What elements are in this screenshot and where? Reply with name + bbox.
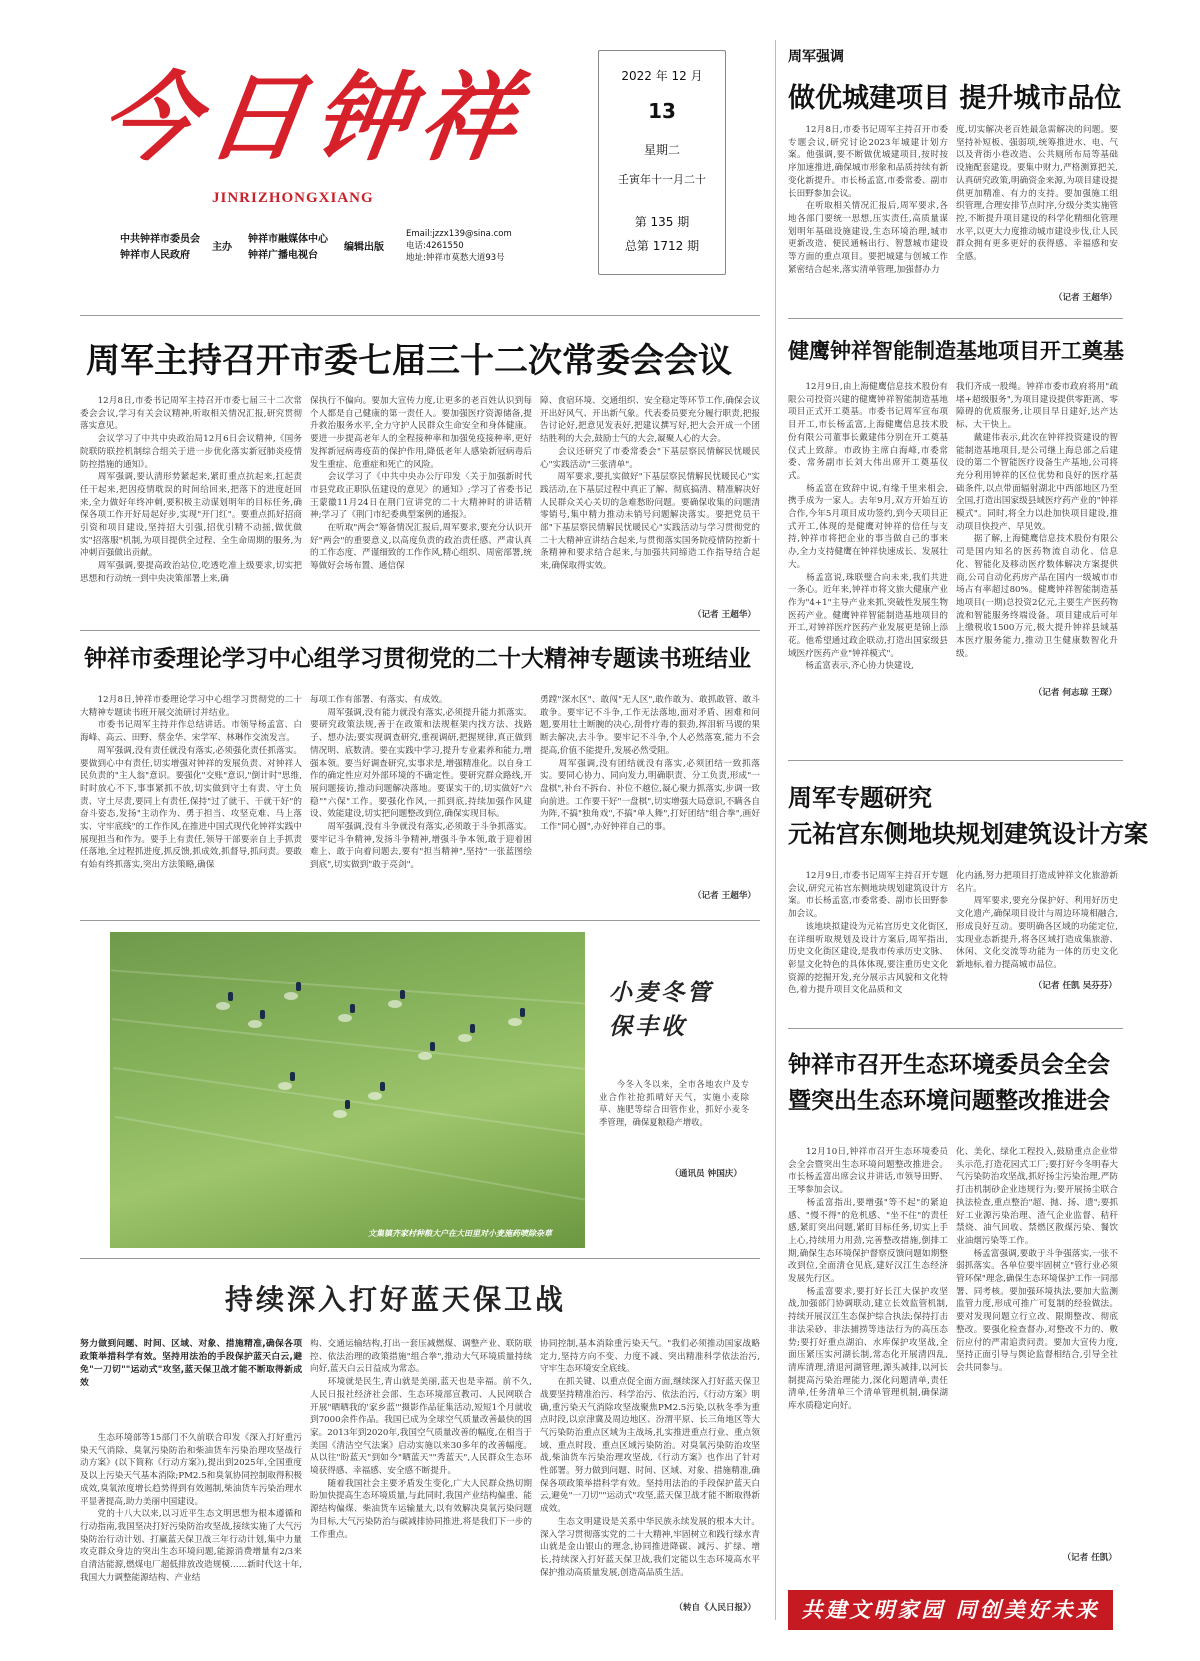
article-byline: （记者 王超华） bbox=[692, 891, 756, 901]
photo-bottom-caption: 文集镇齐家村种粮大户在大田里对小麦施药喷除杂草 bbox=[368, 1229, 552, 1238]
article-body-col2: 化内涵,努力把项目打造成钟祥文化旅游新名片。 周军要求,要充分保护好、利用好历史文化遗产,确保项目设计与周边环境相融合,形成良好互动。要明确各区域的功能定位,实现业态新提升,将各区域打造成集旅游、休闲、文化交流等功能为一体的历史文化新地标,着力提高城市品位。 bbox=[956, 871, 1118, 970]
divider bbox=[80, 315, 760, 316]
article-study-session bbox=[80, 640, 760, 915]
article-intelligent-manufacturing bbox=[788, 325, 1123, 720]
article-body-col3: 勇蹚"深水区"、敢闯"无人区",敢作敢为、敢抓敢管、敢斗敢争。要牢记不斗争,工作无法落地,面对矛盾、困难和问题,要用壮士断腕的决心,刮骨疗毒的狠劲,挥泪斩马谡的果断去解决,去斗争。要牢记不斗争,个人必然落寞,能力不会提高,价值不能提升,发展必然受阻。 周军强调,没有团结就没有落实,必须团结一致抓落实。要同心协力、同向发力,明确职责、分工负责,形成"一盘棋",补台不拆台、补位不越位,凝心聚力抓落实,步调一致向前进。工作要干好"一盘棋",切实增强大局意识,不瞒各自为阵,不搞"独角戏",不搞"单人舞",打好团结"组合拳",画好工作"同心圆",办好钟祥自己的事。 bbox=[540, 695, 760, 833]
publisher-label: 编辑出版 bbox=[344, 242, 384, 253]
masthead bbox=[92, 40, 582, 210]
sponsor-label: 主办 bbox=[212, 242, 232, 253]
issue-number: 第 135 期 bbox=[634, 215, 690, 229]
divider bbox=[80, 1258, 760, 1259]
article-body-col2: 我们齐成一股绳。钟祥市委市政府将用"疏堵+超级服务",为项目建设提供零距离、零障碍的优质服务,让项目早日建好,达产达标、大干快上。 戴建伟表示,此次在钟祥投资建设的智能制造基地项目,是公司继上海总部之后建设的第二个智能医疗设备生产基地,公司将充分利用钟祥的区位优势和良好的医疗基础条件,以点带面辐射湖北中西部地区乃至全国,打造出国家级县域医疗药产业的"钟祥模式"。同时,将全力以赴加快项目建设,推动项目快投产、早见效。 据了解,上海健鹰信息技术股份有限公司是国内知名的医药物流自动化、信息化、智能化及移动医疗数体解决方案提供商,公司自动化药房产品在国内一级城市市场占有率超过80%。健鹰钟祥智能制造基地项目(一期)总投资2亿元,主要生产医药物流和智能服务终端设备。项目建成后可年上缴税收1500万元,极大提升钟祥县域基本医疗服务能力,推动卫生健康数智化升级。 bbox=[956, 382, 1118, 659]
article-body-col3: 协同控制,基本消除重污染天气。"我们必须推动国家战略定力,坚持方向不变、力度不减、突出精准科学依法治污,守牢生态环境安全底线。 在抓关键、以重点促全面方面,继续深入打好蓝天保卫战要坚持精准治污、科学治污、依法治污,《行动方案》明确,重污染天气消除攻坚战聚焦PM2.5污染,以秋冬季为重点时段,以京津冀及周边地区、汾渭平原、长三角地区等大气污染防治重点区域为主战场,扎实推进重点行业、重点领域、重点时段、重点区域污染防治。对臭氧污染防治攻坚战,柴油货车污染治理攻坚战,《行动方案》也作出了针对性部署。努力做到问题、时间、区域、对象、措施精准,确保各项政策举措科学有效。坚持用法治的手段保护蓝天白云,避免"一刀切""运动式"攻坚,蓝天保卫战才能不断取得新成效。 生态文明建设是关系中华民族永续发展的根本大计。深入学习贯彻落实党的二十大精神,牢固树立和践行绿水青山就是金山银山的理念,协同推进降碳、减污、扩绿、增长,持续深入打好蓝天保卫战,我们定能以生态环境高水平保护推动高质量发展,创造高品质生活。 bbox=[540, 1339, 760, 1578]
article-standing-committee bbox=[80, 325, 760, 625]
photo-caption-box bbox=[585, 932, 758, 1248]
issue-lunar: 壬寅年十一月二十 bbox=[618, 173, 706, 186]
column-divider bbox=[775, 40, 776, 1620]
photo-title: 小麦冬管 保丰收 bbox=[609, 979, 713, 1040]
article-lede: 努力做到问题、时间、区域、对象、措施精准,确保各项政策举措科学有效。坚持用法治的手段保护蓝天白云,避免"一刀切""运动式"攻坚,蓝天保卫战才能不断取得新成效 bbox=[80, 1339, 302, 1388]
divider bbox=[788, 318, 1123, 319]
article-body-col2: 每项工作有部署、有落实、有成效。 周军强调,没有能力就没有落实,必须提升能力抓落实。要研究政策法规,善于在政策和法规框架内找方法、找路子、想办法;要实现调查研究,重视调研,把握规律,真正做到情况明、底数清。要在实践中学习,提升专业素养和能力,增强本领。要当好调查研究,实事求是,增强精准化。以自身工作的确定性应对外部环境的不确定性。要研究群众路线,开展问题接访,推动问题解决落地。要谋实干的,切实做好"六稳""六保"工作。要强化作风,一抓到底,持续加强作风建设、效能建设,切实把问题整改到位,确保实现目标。 周军强调,没有斗争就没有落实,必须敢于斗争抓落实。要牢记斗争精神,发扬斗争精神,增强斗争本领,敢于迎着困难上、敢于向着问题去,要有"担当精神",坚持"一张蓝图绘到底",切实做到"敢于亮剑"。 bbox=[310, 695, 532, 871]
article-byline: （转自《人民日报》） bbox=[674, 1603, 756, 1613]
article-headline: 健鹰钟祥智能制造基地项目开工奠基 bbox=[788, 339, 1124, 363]
article-byline: （记者 王超华） bbox=[692, 610, 756, 620]
article-headline: 持续深入打好蓝天保卫战 bbox=[225, 1283, 567, 1316]
issue-date-box bbox=[598, 50, 726, 275]
issue-weekday: 星期二 bbox=[643, 143, 680, 157]
article-headline-line2: 暨突出生态环境问题整改推进会 bbox=[788, 1088, 1110, 1114]
article-byline: （记者 任凯） bbox=[1062, 1553, 1117, 1563]
article-byline: （记者 王超华） bbox=[1053, 293, 1117, 303]
divider bbox=[80, 920, 760, 921]
contact-email: Email:jzzx139@sina.com bbox=[406, 229, 512, 239]
issue-total-number: 总第 1712 期 bbox=[624, 239, 700, 253]
article-headline: 钟祥市委理论学习中心组学习贯彻党的二十大精神专题读书班结业 bbox=[84, 646, 751, 672]
issue-day: 13 bbox=[648, 99, 676, 123]
article-yuanyou-palace bbox=[788, 778, 1148, 1003]
contact-phone: 电话:4261550 bbox=[406, 241, 464, 251]
divider bbox=[788, 1028, 1123, 1029]
article-body-col2: 保执行不偏向。要加大宣传力度,让更多的老百姓认识到每个人都是自己健康的第一责任人。要加强医疗资源储备,提升救治服务水平,全力守护人民群众生命安全和身体健康。要进一步提高老年人的全程接种率和加强免疫接种率,更好发挥新冠病毒疫苗的保护作用,降低老年人感染新冠病毒后发生重症、危重症和死亡的风险。 会议学习了《中共中央办公厅印发〈关于加强新时代市县党政正职队伍建设的意见〉的通知》;学习了省委书记王蒙徽11月24日在荆门宣讲党的二十大精神时的讲话精神;学习了《荆门市纪委典型案例的通报》。 在听取"两会"筹备情况汇报后,周军要求,要充分认识开好"两会"的重要意义,以高度负责的政治责任感、严肃认真的工作态度、严谨细致的工作作风,精心组织、周密部署,统筹做好会场布置、通信保 bbox=[310, 396, 532, 572]
publisher-line2: 钟祥广播电视台 bbox=[248, 250, 318, 261]
sponsor-line2: 钟祥市人民政府 bbox=[120, 250, 190, 261]
wheat-field-photo bbox=[110, 932, 758, 1248]
article-body-col3: 障、食宿环境、交通组织、安全稳定等环节工作,确保会议开出好风气、开出新气象。代表委员要充分履行职责,把报告讨论好,把意见发表好,把建议撰写好,把大会开成一个团结胜利的大会,鼓励士气的大会,凝聚人心的大会。 会议还研究了市委常委会"下基层察民情解民忧暖民心"实践活动"三张清单"。 周军要求,要扎实做好"下基层察民情解民忧暖民心"实践活动,在下基层过程中真正了解、彻底搞清、精准解决好人民群众关心关切的急难愁盼问题。要确保收集的问题清零销号,集中精力推动未销号问题解决落实。要把党员干部"下基层察民情解民忧暖民心"实践活动与学习贯彻党的二十大精神宣讲结合起来,与贯彻落实国务院疫情防控新十条精神和要求结合起来,与加强共同缔造工作指导结合起来,确保取得实效。 bbox=[540, 396, 760, 572]
photo-credit: （通讯员 钟国庆） bbox=[670, 1169, 742, 1179]
contact-address: 地址:钟祥市莫愁大道93号 bbox=[406, 253, 505, 263]
civilization-banner: 共建文明家园 同创美好未来 bbox=[788, 1590, 1113, 1630]
issue-year-month: 2022 年 12 月 bbox=[621, 69, 703, 83]
sponsor-line1: 中共钟祥市委员会 bbox=[120, 234, 200, 245]
article-body-col1: 12月10日,钟祥市召开生态环境委员会全会暨突出生态环境问题整改推进会。市长杨孟富出席会议并讲话,市领导田野、王琴参加会议。 杨孟富指出,要增强"等不起"的紧迫感、"慢不得"的危机感、"坐不住"的责任感,紧盯突出问题,紧盯目标任务,切实上手上心,持续用力用劲,完善整改措施,倒排工期,确保生态环境保护督察反馈问题如期整改到位,全面清仓见底,建好汉江生态经济发展先行区。 杨孟富要求,要打好长江大保护攻坚战,加强部门协调联动,建立长效监管机制,持续开展汉江生态保护综合执法;保持打击非法采砂、非法捕捞等违法行为的高压态势;要打好重点湖泊、水库保护攻坚战,全面压紧压实河湖长制,常态化开展清四乱,清库清理,清退河湖管理,源头减排,以河长制提高污染治理能力,深化问题清单,责任清单,任务清单三个清单管理机制,确保湖库水质稳定向好。 bbox=[788, 1147, 948, 1412]
masthead-logo: 今日钟祥 bbox=[94, 61, 535, 174]
article-headline: 做优城建项目 提升城市品位 bbox=[788, 83, 1122, 114]
article-city-construction bbox=[788, 42, 1123, 310]
photo-caption-text: 今冬入冬以来，全市各地农户及专业合作社抢抓晴好天气，实施小麦除草、施肥等综合田管作业，抓好小麦冬季管理，确保夏粮稳产增收。 bbox=[599, 1079, 749, 1127]
article-body-col1: 12月9日,由上海健鹰信息技术股份有限公司投资兴建的健鹰钟祥智能制造基地项目正式开工奠基。市委书记周军宣布项目开工,市长杨孟富,上海健鹰信息技术股份有限公司董事长戴建伟分别在开工奠基仪式上致辞。市政协主席白海峰,市委常委、常务副市长刘大伟出席开工奠基仪式。 杨孟富在致辞中说,有缘千里来相会,携手成为一家人。去年9月,双方开始互访合作,今年5月项目成功签约,到今天项目正式开工,体现的是健鹰对钟祥的信任与支持,钟祥市将把企业的事当做自己的事来办,全力支持健鹰在钟祥快速成长、发展壮大。 杨孟富说,珠联璧合向未来,我们共进一条心。近年来,钟祥市将文旅大健康产业作为"4+1"主导产业来抓,突破性发展生物医药产业。健鹰钟祥智能制造基地项目的开工,对钟祥医疗医药产业发展更是锦上添花。他希望通过政企联动,打造出国家级县域医疗医药产业"钟祥模式"。 杨孟富表示,齐心协力快建设, bbox=[788, 382, 948, 672]
article-headline-line2: 元祐宫东侧地块规划建筑设计方案 bbox=[788, 820, 1148, 848]
article-body-col1: 12月8日,钟祥市委理论学习中心组学习贯彻党的二十大精神专题读书班开展交流研讨并结业。 市委书记周军主持并作总结讲话。市领导杨孟富、白海峰、高云、田野、蔡金华、宋学军、林琳作交流发言。 周军强调,没有责任就没有落实,必须强化责任抓落实。要做到心中有责任,切实增强对钟祥的发展负责、对钟祥人民负责的"主人翁"意识。要强化"交账"意识,"倒计时"思维,时时放心不下,事事紧抓不放,切实做到守土有责、守土负责、守土尽责,要同上有责任,保持"过了就干、干就干好"的奋斗姿态,发扬"主动作为、勇于担当、攻坚克难、马上落实、守牢底线"的工作作风,在推进中国式现代化钟祥实践中展现担当和作为。要手上有责任,领导干部要亲自上手抓责任落地,全过程抓进度,抓反馈,抓成效,抓督导,抓问责。要敢有始有终抓落实,突出方法策略,确保 bbox=[80, 695, 302, 871]
article-body-col1: 12月8日,市委书记周军主持召开市委七届三十二次常委会会议,学习有关会议精神,听取相关情况汇报,研究贯彻落实意见。 会议学习了中共中央政治局12月6日会议精神,《国务院联防联控机制综合组关于进一步优化落实新冠肺炎疫情防控措施的通知》。 周军强调,要认清形势紧起来,紧盯重点抗起来,扛起责任干起来,把因疫情耽误的时间给回来,把落下的进度赶回来,全力做好年终冲刺,要积极主动谋划明年的目标任务,确保各项工作开好局起好步,实现"开门红"。要重点抓好招商引资和项目建设,坚持招大引强,招优引精不动摇,做优做实"招落服"机制,为项目提供全过程、全生命周期的服务,为冲刺百强做出贡献。 周军强调,要提高政治站位,吃透吃准上级要求,切实把思想和行动统一到中央决策部署上来,确 bbox=[80, 396, 302, 584]
article-headline: 周军主持召开市委七届三十二次常委会会议 bbox=[86, 341, 732, 381]
divider bbox=[788, 760, 1123, 761]
article-headline-line1: 钟祥市召开生态环境委员会全会 bbox=[788, 1052, 1110, 1078]
publisher-info bbox=[120, 229, 580, 268]
article-byline: （记者 任凯 吴芬芬） bbox=[1033, 981, 1117, 991]
masthead-pinyin: JINRIZHONGXIANG bbox=[212, 190, 374, 206]
article-blue-sky bbox=[80, 1266, 760, 1621]
publisher-line1: 钟祥市融媒体中心 bbox=[248, 234, 328, 245]
article-body-col1: 生态环境部等15部门不久前联合印发《深入打好重污染天气消除、臭氧污染防治和柴油货车污染治理攻坚战行动方案》(以下简称《行动方案》),提出到2025年,全国重度及以上污染天气基本消除;PM2.5和臭氧协同控制取得积极成效,臭氧浓度增长趋势得到有效遏制,柴油货车污染治理水平显著提高,助力美丽中国建设。 党的十八大以来,以习近平生态文明思想为根本遵循和行动指南,我国坚决打好污染防治攻坚战,接续实施了大气污染防治行动计划、打赢蓝天保卫战三年行动计划,集中力量攻克群众身边的突出生态环境问题,能源消费增量有2/3来自清洁能源,燃煤电厂超低排放改造规模……新时代这十年,我国大力调整能源结构、产业结 bbox=[80, 1433, 302, 1583]
article-body-col2: 度,切实解决老百姓最急需解决的问题。要坚持补短板、强弱项,统筹推进水、电、气以及背街小巷改造、公共厕所布局等基础设施配套建设。要集中财力,严格测算把关,认真研究政策,明确资金来源,为项目建设提供更加精准、有力的支持。要加强施工组织管理,合理安排节点时序,分级分类实施管控,不断提升项目建设的科学化精细化管理水平,以更大力度推动城市建设步伐,让人民群众拥有更多更好的获得感、幸福感和安全感。 bbox=[956, 125, 1118, 263]
article-body-col1: 12月8日,市委书记周军主持召开市委专题会议,研究讨论2023年城建计划方案。他强调,要不断做优城建项目,按时按序加速推进,确保城市形象和品质持续有新变化新提升。市长杨孟富,市委常委、副市长田野参加会议。 在听取相关情况汇报后,周军要求,各地各部门要统一思想,压实责任,高质量谋划明年基础设施建设,生态环境治理,城市更新改造、便民通畅出行、智慧城市建设等方面的重点项目。要把城建与创城工作紧密结合起来,落实清单管理,加强督办力 bbox=[788, 125, 948, 275]
article-kicker: 周军强调 bbox=[788, 49, 844, 65]
divider bbox=[80, 630, 760, 631]
article-body-col2: 化、美化、绿化工程投入,鼓励重点企业带头示范,打造花园式工厂;要打好今冬明春大气污染防治攻坚战,抓好扬尘污染治理,严防打击机制砂企业违规行为;要开展扬尘联合执法检查,重点整治"超、抛、扬、遗";要抓好工业源污染治理、渣气企业监督、秸秆禁烧、油气回收、禁燃区散煤污染、餐饮业油烟污染等工作。 杨孟富强调,要敢于斗争强落实,一张不弱抓落实。各单位要牢固树立"管行业必须管环保"理念,确保生态环境保护工作一同部署、同考核。要加强环境执法,要加大监测监管力度,形成可推广可复制的经验做法。要对发现问题立行立改、限期整改、彻底整改。要强化检查督办,对整改不力的、敷衍应付的严肃追责问责。要加大宣传力度,坚持正面引导与舆论监督相结合,引导全社会共同参与。 bbox=[956, 1147, 1118, 1373]
article-eco-committee bbox=[788, 1046, 1123, 1578]
article-body-col2: 构、交通运输结构,打出一套压减燃煤、调整产业、联防联控、依法治理的政策措施"组合拳",推动大气环境质量持续向好,蓝天白云日益成为常态。 环境就是民生,青山就是美丽,蓝天也是幸福。前不久,人民日报社经济社会部、生态环境部宣教司、人民网联合开展"晒晒我的'家乡蓝'"摄影作品征集活动,短短1个月就收到7000余件作品。我国已成为全球空气质量改善最快的国家。2013年到2020年,我国空气质量改善的幅度,在相当于美国《清洁空气法案》启动实施以来30多年的改善幅度。从以往"盼蓝天"到如今"晒蓝天""秀蓝天",人民群众生态环境获得感、幸福感、安全感不断提升。 随着我国社会主要矛盾发生变化,广大人民群众热切期盼加快提高生态环境质量,与此同时,我国产业结构偏重、能源结构偏煤、柴油货车运输量大,以有效解决臭氧污染问题为目标,大气污染防治与碳减排协同推进,将是我们下一步的工作重点。 bbox=[310, 1339, 532, 1540]
article-body-col1: 12月9日,市委书记周军主持召开专题会议,研究元祐宫东侧地块规划建筑设计方案。市长杨孟富,市委常委、副市长田野参加会议。 该地块拟建设为元祐宫历史文化街区,在详细听取规划及设计方案后,周军指出,历史文化街区建设,是我市传承历史文脉、彰显文化特色的具体体现,要注重历史文化资源的挖掘开发,充分展示古风貌和文化特色,着力提升项目文化品质和文 bbox=[788, 871, 948, 996]
article-byline: （记者 何志琼 王琛） bbox=[1033, 688, 1117, 698]
article-headline-line1: 周军专题研究 bbox=[788, 784, 932, 812]
